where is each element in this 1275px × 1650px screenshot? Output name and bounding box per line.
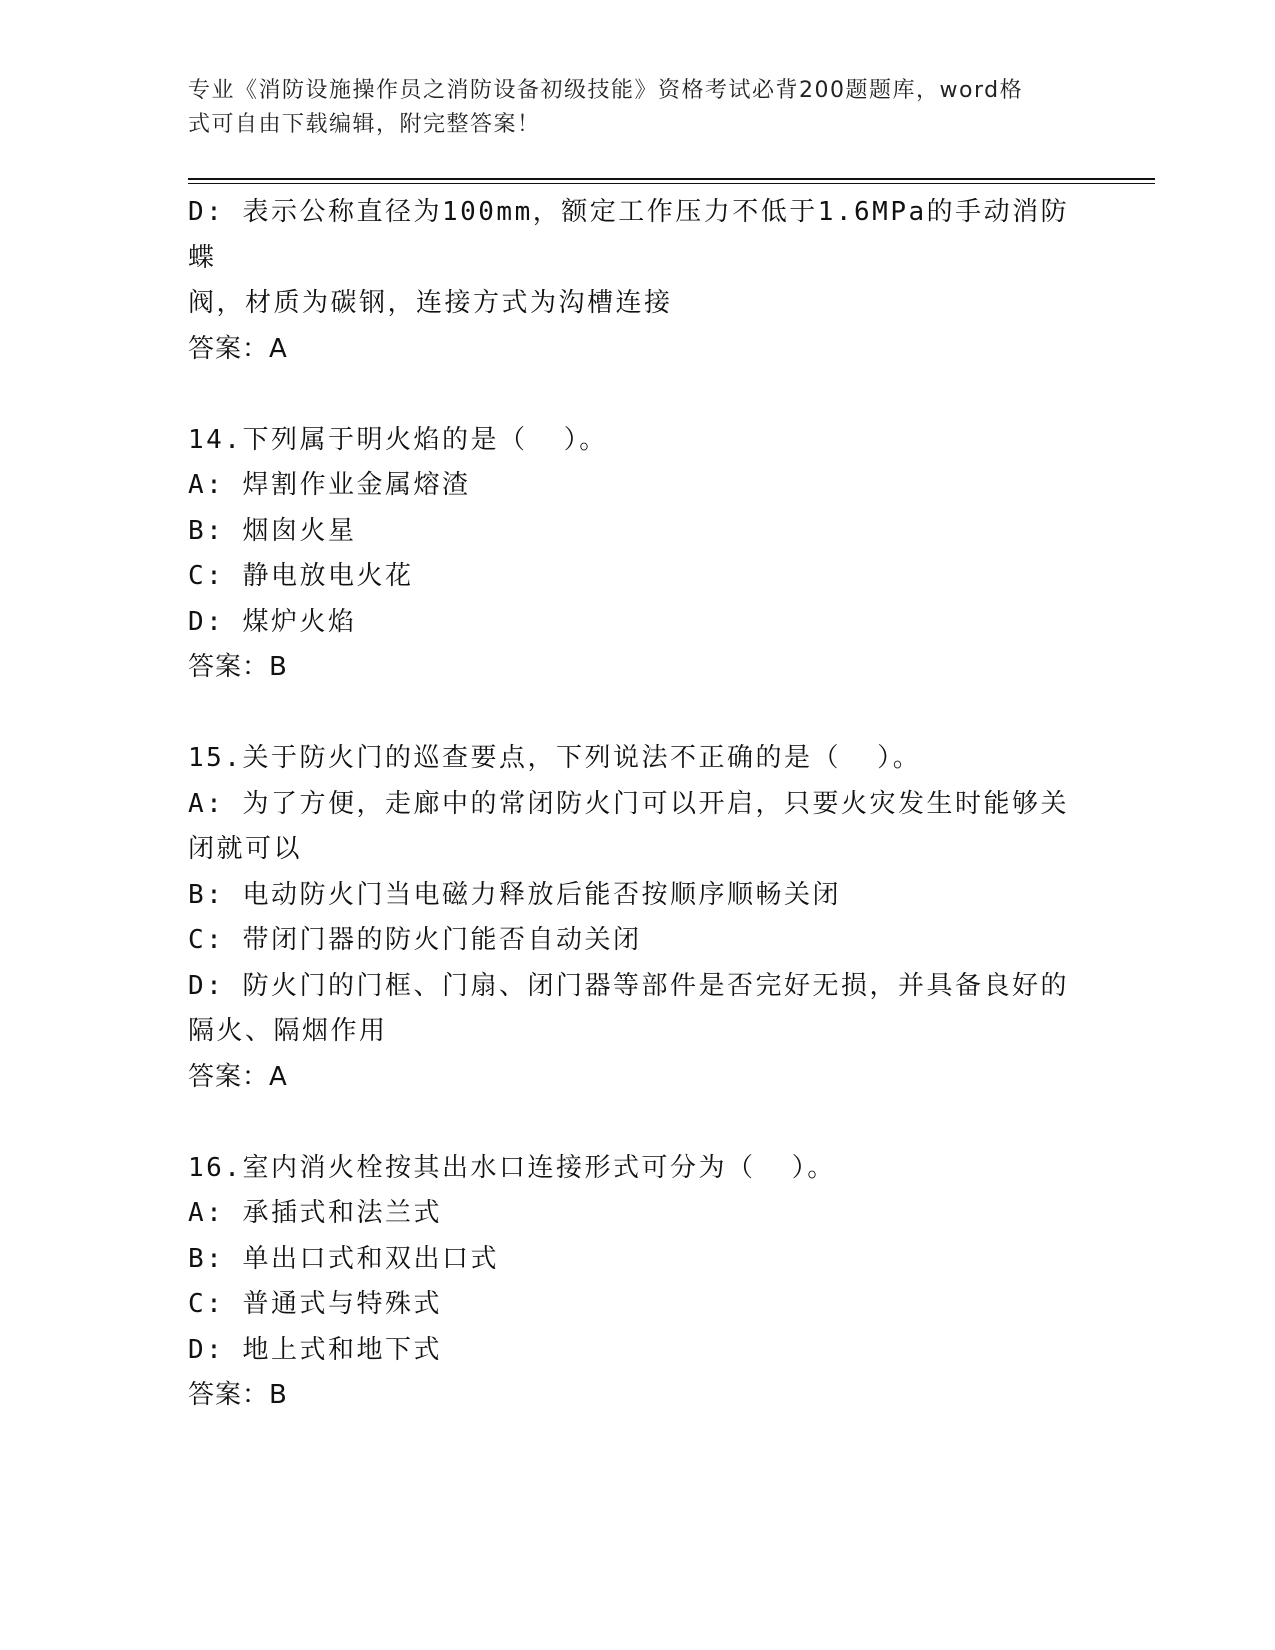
option-c: C: 普通式与特殊式 [188,1289,442,1319]
spacer [188,1100,1088,1146]
option-d: D: 地上式和地下式 [188,1334,442,1365]
question-16 [188,1146,1088,1419]
answer-line: 答案：B [188,1380,288,1410]
spacer [188,372,1088,418]
question-list [188,190,1088,1419]
option-d-line-1: D: 表示公称直径为100mm，额定工作压力不低于1.6MPa的手动消防蝶 [188,197,1070,273]
option-b: B: 烟囱火星 [188,515,357,546]
option-a-line-1: A: 为了方便，走廊中的常闭防火门可以开启，只要火灾发生时能够关 [188,788,1069,819]
header-divider-thick [188,178,1155,180]
question-text: 14.下列属于明火焰的是（ ）。 [188,424,608,455]
option-a: A: 焊割作业金属熔渣 [188,470,471,500]
question-text: 15.关于防火门的巡查要点，下列说法不正确的是（ ）。 [188,743,922,773]
question-text: 16.室内消火栓按其出水口连接形式可分为（ ）。 [188,1152,836,1183]
header-title-line-2: 式可自由下载编辑，附完整答案！ [188,112,541,137]
option-a-line-2: 闭就可以 [188,834,303,864]
option-a: A: 承插式和法兰式 [188,1198,442,1228]
answer-line: 答案：A [188,333,288,364]
question-15 [188,736,1088,1100]
option-b: B: 电动防火门当电磁力释放后能否按顺序顺畅关闭 [188,879,841,910]
spacer [188,691,1088,737]
document-header [188,74,1088,142]
option-b: B: 单出口式和双出口式 [188,1243,499,1274]
option-c: C: 带闭门器的防火门能否自动关闭 [188,925,642,955]
option-d-line-2: 隔火、隔烟作用 [188,1016,388,1046]
option-d-line-1: D: 防火门的门框、门扇、闭门器等部件是否完好无损，并具备良好的 [188,970,1069,1001]
header-divider-thin [188,183,1155,184]
answer-line: 答案：A [188,1061,288,1092]
option-d-line-2: 阀，材质为碳钢，连接方式为沟槽连接 [188,288,673,318]
header-title-line-1: 专业《消防设施操作员之消防设备初级技能》资格考试必背200题题库，word格 [188,78,1024,103]
option-c: C: 静电放电火花 [188,561,414,591]
question-14 [188,418,1088,691]
option-d: D: 煤炉火焰 [188,606,357,637]
question-13-tail [188,190,1088,372]
answer-line: 答案：B [188,652,288,682]
